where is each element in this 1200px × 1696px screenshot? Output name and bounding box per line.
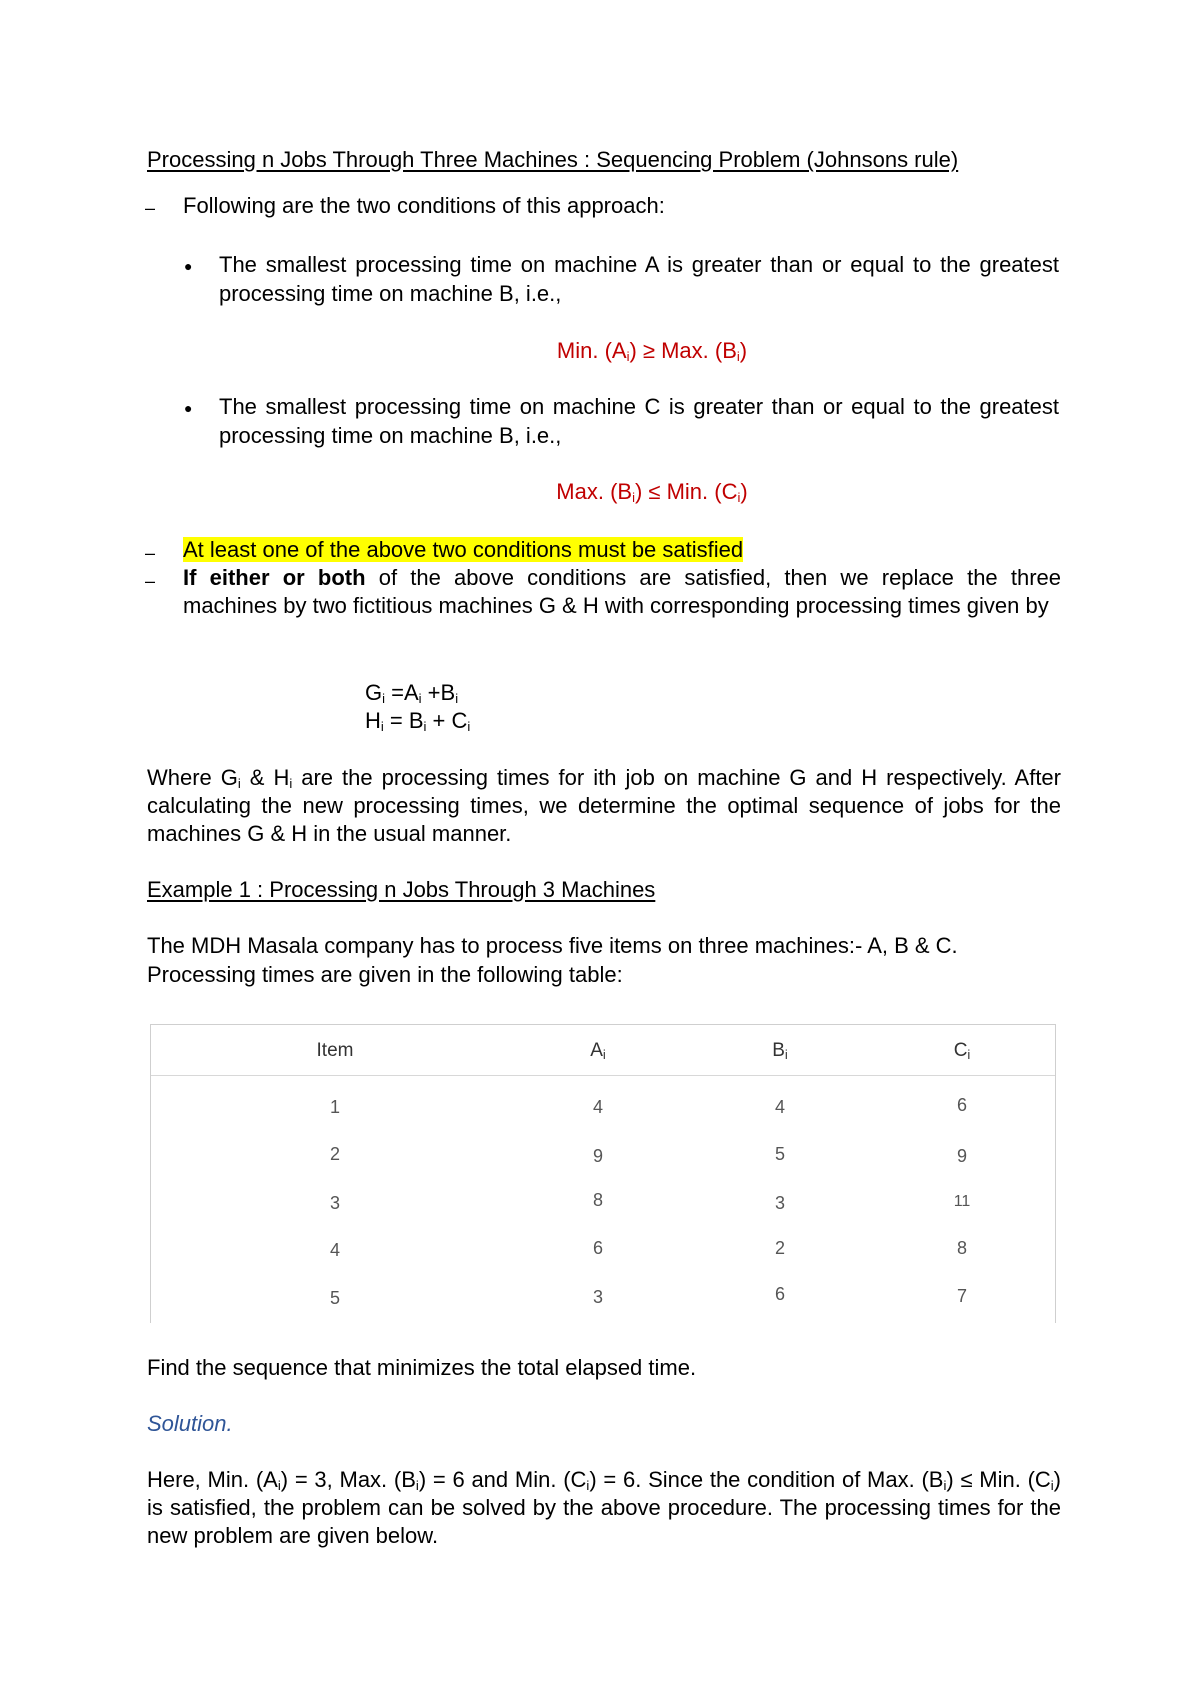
table-cell: 5	[774, 1144, 785, 1164]
formula-part: ) ≤ Min. (C	[634, 479, 738, 504]
formula-part: ) ≥ Max. (B	[629, 338, 737, 363]
table-cell: 3	[592, 1287, 603, 1307]
dash-bullet: –	[145, 543, 156, 563]
table-cell: 7	[956, 1286, 967, 1306]
formula-part: Max. (B	[556, 479, 633, 504]
subscript: i	[415, 1478, 419, 1493]
bullet-dot: ●	[184, 258, 193, 274]
formula-part: G	[365, 680, 383, 705]
text-part: are the processing times for ith job on machine G and H respectively. After calculating the new processing times, we determine the optimal sequence of jobs for the machines G & H in the usual manner.	[147, 765, 1061, 846]
table-header-cell	[538, 1037, 658, 1065]
subscript: i	[289, 776, 293, 791]
table-cell: 8	[956, 1238, 967, 1258]
highlight-note	[183, 536, 743, 564]
subscript: i	[1050, 1478, 1054, 1493]
table-cell: 3	[329, 1193, 340, 1213]
table-cell: 4	[774, 1097, 785, 1117]
subscript: i	[467, 719, 471, 734]
text-part: ) ≤ Min. (C	[946, 1467, 1051, 1492]
bold-phrase: If either or both	[183, 565, 366, 590]
solution-label: Solution.	[147, 1411, 233, 1436]
formula-part: )	[739, 338, 748, 363]
table-cell: 9	[592, 1146, 603, 1166]
table-cell: 1	[329, 1097, 340, 1117]
where-paragraph	[147, 764, 1061, 848]
table-cell: 3	[774, 1193, 785, 1213]
table-header-cell	[720, 1037, 840, 1065]
section-heading: Processing n Jobs Through Three Machines : Sequencing Problem (Johnsons rule)	[147, 147, 959, 172]
example-title: Example 1 : Processing n Jobs Through 3 Machines	[147, 877, 656, 902]
text-part: ) = 3, Max. (B	[280, 1467, 416, 1492]
table-cell: 8	[592, 1190, 603, 1210]
table-cell: 5	[329, 1288, 340, 1308]
table-cell: 4	[592, 1097, 603, 1117]
g-formula	[365, 679, 458, 707]
subscript: i	[784, 1047, 788, 1062]
dash-bullet: –	[145, 198, 156, 218]
formula-part: + C	[426, 708, 468, 733]
table-cell: 9	[956, 1146, 967, 1166]
dash-bullet: –	[145, 571, 156, 591]
text-part: Where G	[147, 765, 238, 790]
table-header-row	[150, 1024, 1056, 1076]
subscript: i	[736, 349, 740, 364]
subscript: i	[237, 776, 241, 791]
text-part: ) = 6. Since the condition of Max. (B	[589, 1467, 944, 1492]
table-cell: 11	[953, 1193, 971, 1210]
table-cell: 2	[329, 1144, 340, 1164]
subscript: i	[967, 1047, 971, 1062]
intro-text: Following are the two conditions of this approach:	[183, 193, 665, 218]
formula-max-b-min-c	[52, 478, 1200, 506]
text-part: ) = 6 and Min. (C	[418, 1467, 587, 1492]
replacement-paragraph	[183, 564, 1061, 620]
formula-part: )	[740, 479, 748, 504]
formula-part: Min. (A	[556, 338, 627, 363]
h-formula	[365, 707, 470, 735]
table-cell: 4	[329, 1240, 340, 1260]
text-part: ) is satisfied, the problem can be solved by the above procedure. The processing times for the new problem are given below.	[147, 1467, 1061, 1548]
table-cell: 6	[774, 1284, 785, 1304]
condition-1-text: The smallest processing time on machine A is greater than or equal to the greatest processing time on machine B, i.e.,	[219, 252, 1059, 306]
example-text: The MDH Masala company has to process five items on three machines:- A, B & C. Processing times are given in the following table:	[147, 933, 958, 987]
text-part: Here, Min. (A	[147, 1467, 278, 1492]
subscript: i	[382, 691, 386, 706]
header-label: A	[590, 1040, 603, 1061]
table-body	[150, 1075, 1056, 1323]
subscript: i	[586, 1478, 590, 1493]
subscript: i	[602, 1047, 606, 1062]
formula-min-a-max-b	[52, 337, 1200, 365]
subscript: i	[632, 490, 635, 505]
bullet-dot: ●	[184, 400, 193, 416]
subscript: i	[380, 719, 384, 734]
highlighted-text: At least one of the above two conditions must be satisfied	[183, 537, 744, 562]
subscript: i	[943, 1478, 947, 1493]
header-label: B	[772, 1040, 785, 1061]
find-text: Find the sequence that minimizes the total elapsed time.	[147, 1355, 697, 1380]
table-cell: 6	[956, 1095, 967, 1115]
subscript: i	[277, 1478, 281, 1493]
paragraph-rest: of the above conditions are satisfied, then we replace the three machines by two fictitious machines G & H with corresponding processing times given by	[183, 565, 1061, 618]
formula-part: =A	[385, 680, 419, 705]
subscript: i	[423, 719, 427, 734]
table-cell: 2	[774, 1238, 785, 1258]
formula-part: H	[365, 708, 381, 733]
table-cell: 6	[592, 1238, 603, 1258]
solution-paragraph	[147, 1466, 1061, 1550]
subscript: i	[418, 691, 422, 706]
text-part: & H	[240, 765, 290, 790]
condition-2-text: The smallest processing time on machine C is greater than or equal to the greatest processing time on machine B, i.e.,	[219, 394, 1059, 448]
table-header-cell	[902, 1037, 1022, 1065]
formula-part: = B	[383, 708, 424, 733]
subscript: i	[626, 349, 630, 364]
header-label: Item	[316, 1040, 354, 1061]
formula-part: +B	[421, 680, 456, 705]
subscript: i	[737, 490, 741, 505]
table-header-cell	[275, 1037, 395, 1065]
subscript: i	[455, 691, 459, 706]
header-label: C	[953, 1040, 968, 1061]
